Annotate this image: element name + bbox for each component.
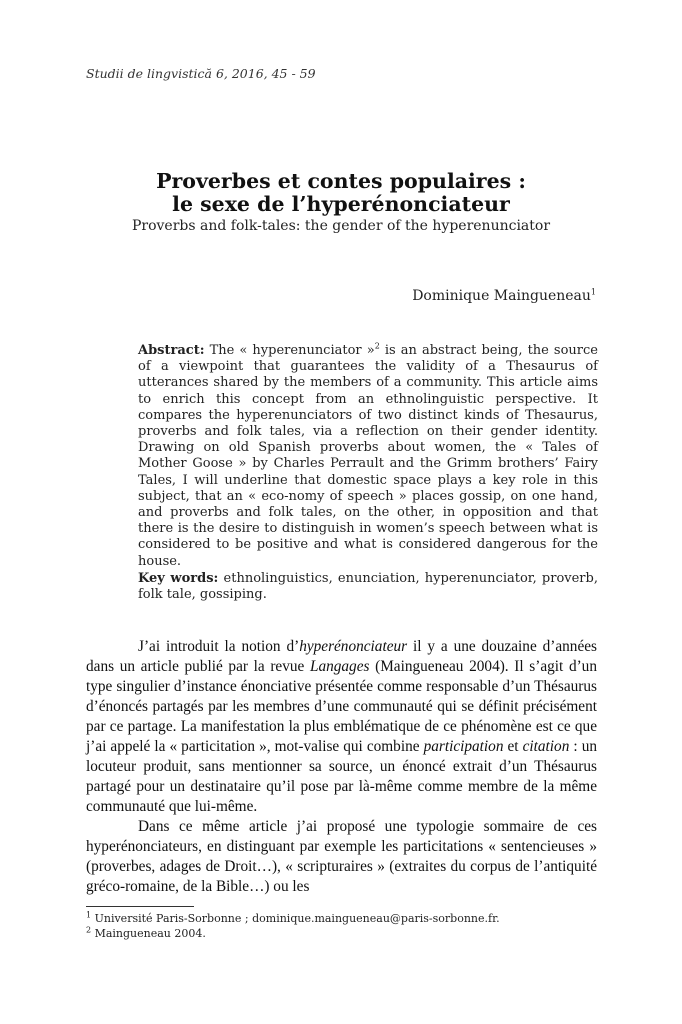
abstract-text-a: The « hyperenunciator »	[204, 343, 375, 358]
footnote-1-text: Université Paris-Sorbonne ; dominique.maingueneau@paris-sorbonne.fr.	[91, 912, 500, 925]
abstract-text-b: is an abstract being, the source of a viewpoint that guarantees the validity of a Thesaurus of utterances shared by the members of a community. This article aims to enrich this concept from an ethnolinguistic perspective. It compares the hyperenunciators of two distinct kinds of Thesaurus, proverbs and folk tales, via a reflection on their gender identity. Drawing on old Spanish proverbs about women, the « Tales of Mother Goose » by Charles Perrault and the Grimm brothers’ Fairy Tales, I will underline that domestic space plays a key role in this subject, that an « eco-nomy of speech » places gossip, on one hand, and proverbs and folk tales, on the other, in opposition and that there is the desire to distinguish in women’s speech between what is considered to be positive and what is considered dangerous for the house.	[138, 343, 598, 569]
footnote-2	[86, 926, 597, 941]
footnote-1-number: 1	[86, 910, 92, 920]
keywords-label: Key words:	[138, 571, 219, 586]
p1-italic-citation: citation	[522, 738, 570, 755]
author	[412, 288, 596, 304]
p1-text-1: J’ai introduit la notion d’	[138, 638, 300, 655]
author-footnote-ref: 1	[590, 287, 596, 297]
footnote-2-text: Maingueneau 2004.	[91, 927, 206, 940]
title-block	[0, 170, 682, 235]
p1-italic-hyperenonciateur: hyperénonciateur	[299, 638, 408, 655]
keywords-text: ethnolinguistics, enunciation, hyperenunciator, proverb, folk tale, gossiping.	[138, 571, 598, 603]
author-name: Dominique Maingueneau	[412, 288, 591, 304]
body-paragraph-1	[86, 637, 597, 817]
footnotes	[86, 911, 597, 941]
footnote-1	[86, 911, 597, 926]
article-title-line-2: le sexe de l’hyperénonciateur	[172, 192, 510, 216]
journal-reference: Studii de lingvistică 6, 2016, 45 - 59	[86, 66, 316, 81]
abstract-footnote-ref: 2	[374, 341, 380, 351]
abstract	[138, 343, 598, 570]
body-paragraph-2: Dans ce même article j’ai proposé une typologie sommaire de ces hyperénonciateurs, en distinguant par exemple les particitations « sentencieuses » (proverbes, adages de Droit…), « scripturaires » (extraites du corpus de l’antiquité gréco-romaine, de la Bible…) ou les	[86, 818, 597, 895]
p1-italic-langages: Langages	[309, 658, 370, 675]
p1-text-2: il y a une douzaine d’années dans un article publié par la revue	[86, 638, 597, 675]
footnote-2-number: 2	[86, 925, 92, 935]
body-text	[86, 637, 597, 897]
article-subtitle: Proverbs and folk-tales: the gender of the hyperenunciator	[131, 218, 551, 234]
p1-text-3: (Maingueneau 2004). Il s’agit d’un type singulier d’instance énonciative présentée comme responsable d’un Thésaurus d’énoncés partagés par les membres d’une communauté qui se définit précisément par ce partage. La manifestation la plus emblématique de ce phénomène est ce que j’ai appelé la « particitation », mot-valise qui combine	[86, 658, 597, 755]
abstract-label: Abstract:	[138, 343, 205, 358]
p1-text-5: : un locuteur produit, sans mentionner sa source, un énoncé extrait d’un Thésaurus partagé pour un destinataire qu’il pose par là-même comme membre de la même communauté que lui-même.	[86, 738, 597, 815]
p1-text-4: et	[503, 738, 523, 755]
footnote-divider	[86, 906, 194, 907]
keywords	[138, 571, 598, 603]
article-title-line-1: Proverbes et contes populaires :	[156, 169, 526, 193]
p1-italic-participation: participation	[423, 738, 504, 755]
